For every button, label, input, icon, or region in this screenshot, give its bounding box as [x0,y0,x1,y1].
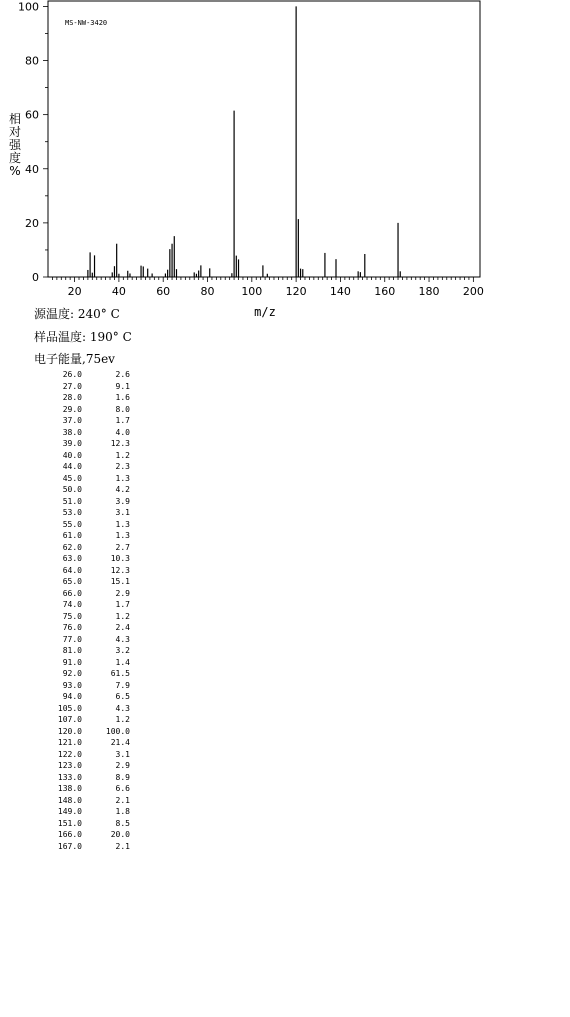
table-row [42,461,130,473]
table-row [42,507,130,519]
mz-value: 50.0 [62,485,82,494]
abundance-value: 1.2 [115,450,130,460]
mz-value: 45.0 [62,473,82,483]
table-row [42,645,130,657]
table-row [42,818,130,830]
source-temperature: 源温度: 240° C [34,307,120,321]
peak-table [42,369,130,852]
abundance-value: 10.3 [110,554,130,563]
table-row [42,634,130,646]
mz-value: 76.0 [62,623,82,632]
abundance-value: 2.1 [115,841,130,851]
mz-value: 64.0 [62,565,82,575]
abundance-value: 6.6 [115,784,130,793]
abundance-value: 2.1 [115,795,130,805]
table-row [42,783,130,795]
table-row [42,576,130,588]
chart-title: MS-NW-3420 [65,19,108,27]
table-row [42,542,130,554]
x-axis-label: m/z [254,305,276,319]
electron-energy: 电子能量,75ev [34,352,115,366]
abundance-value: 4.3 [115,703,130,713]
mz-value: 91.0 [62,657,82,667]
abundance-value: 1.6 [115,393,130,402]
abundance-value: 3.9 [115,496,130,506]
abundance-value: 1.7 [115,416,130,425]
x-tick-label: 80 [200,285,215,298]
table-row [42,772,130,784]
table-row [42,381,130,393]
table-row [42,450,130,462]
abundance-value: 15.1 [110,577,130,586]
sample-temperature: 样品温度: 190° C [34,330,132,344]
mz-value: 26.0 [62,370,82,379]
abundance-value: 1.3 [115,519,130,529]
mz-value: 120.0 [57,726,82,736]
abundance-value: 2.4 [115,623,130,632]
abundance-value: 12.3 [110,565,130,575]
table-row [42,530,130,542]
table-row [42,565,130,577]
abundance-value: 9.1 [115,381,130,391]
mz-value: 121.0 [57,738,82,747]
y-tick-label: 20 [25,216,39,230]
abundance-value: 8.9 [115,772,130,782]
abundance-value: 1.4 [115,657,130,667]
abundance-value: 1.2 [115,611,130,621]
mz-value: 51.0 [62,496,82,506]
mz-value: 81.0 [62,646,82,655]
mz-value: 151.0 [57,818,82,828]
y-tick-label: 40 [25,162,39,176]
table-row [42,795,130,807]
abundance-value: 3.1 [115,749,130,759]
abundance-value: 4.0 [115,427,130,437]
abundance-value: 1.3 [115,531,130,540]
mz-value: 39.0 [62,439,82,448]
mz-value: 38.0 [62,427,82,437]
x-tick-label: 200 [462,285,484,298]
table-row [42,622,130,634]
table-row [42,553,130,565]
abundance-value: 3.2 [115,646,130,655]
mz-value: 61.0 [62,531,82,540]
abundance-value: 4.3 [115,634,130,644]
table-row [42,680,130,692]
x-tick-label: 40 [111,285,126,298]
mz-value: 167.0 [57,841,82,851]
mz-value: 107.0 [57,715,82,724]
x-tick-label: 140 [329,285,351,298]
mz-value: 166.0 [57,830,82,839]
mz-value: 55.0 [62,519,82,529]
mz-value: 149.0 [57,807,82,816]
y-tick-label: 60 [25,108,39,122]
abundance-value: 21.4 [110,738,130,747]
x-tick-label: 100 [241,285,263,298]
table-row [42,369,130,381]
y-axis-label: 强 [8,138,22,152]
mz-value: 123.0 [57,761,82,770]
abundance-value: 1.2 [115,715,130,724]
y-tick-label: 0 [32,271,39,284]
table-row [42,668,130,680]
abundance-value: 1.7 [115,600,130,609]
abundance-value: 61.5 [110,669,130,678]
mz-value: 28.0 [62,393,82,402]
table-row [42,737,130,749]
mz-value: 105.0 [57,703,82,713]
y-axis-label: 相 [8,112,22,126]
mz-value: 40.0 [62,450,82,460]
abundance-value: 2.6 [115,370,130,379]
y-axis-label: 度 [8,151,22,165]
mz-value: 37.0 [62,416,82,425]
abundance-value: 8.5 [115,818,130,828]
abundance-value: 2.3 [115,462,130,471]
mz-value: 53.0 [62,508,82,517]
mz-value: 92.0 [62,669,82,678]
table-row [42,519,130,531]
table-row [42,438,130,450]
mz-value: 133.0 [57,772,82,782]
abundance-value: 6.5 [115,692,130,701]
table-row [42,726,130,738]
table-row [42,404,130,416]
table-row [42,714,130,726]
abundance-value: 8.0 [115,404,130,414]
table-row [42,415,130,427]
abundance-value: 2.9 [115,588,130,598]
abundance-value: 1.3 [115,473,130,483]
mz-value: 65.0 [62,577,82,586]
y-tick-label: 80 [25,54,39,68]
abundance-value: 2.9 [115,761,130,770]
abundance-value: 20.0 [110,830,130,839]
table-row [42,703,130,715]
table-row [42,473,130,485]
y-axis-label: 对 [8,125,22,139]
x-tick-label: 20 [67,285,82,298]
table-row [42,588,130,600]
y-axis-label: % [9,164,21,178]
mz-value: 66.0 [62,588,82,598]
mz-value: 122.0 [57,749,82,759]
abundance-value: 12.3 [110,439,130,448]
mz-value: 148.0 [57,795,82,805]
mz-value: 44.0 [62,462,82,471]
x-tick-label: 120 [285,285,307,298]
table-row [42,496,130,508]
table-row [42,806,130,818]
table-row [42,829,130,841]
abundance-value: 100.0 [105,726,130,736]
mz-value: 62.0 [62,542,82,552]
mz-value: 27.0 [62,381,82,391]
x-tick-label: 160 [374,285,396,298]
mz-value: 94.0 [62,692,82,701]
abundance-value: 3.1 [115,508,130,517]
table-row [42,599,130,611]
mz-value: 63.0 [62,554,82,563]
mz-value: 138.0 [57,784,82,793]
table-row [42,392,130,404]
x-tick-label: 60 [156,285,171,298]
table-row [42,841,130,853]
x-tick-label: 180 [418,285,440,298]
table-row [42,427,130,439]
mz-value: 93.0 [62,680,82,690]
mass-spectrum-chart [0,0,570,330]
table-row [42,691,130,703]
y-tick-label: 100 [18,0,39,14]
table-row [42,611,130,623]
table-row [42,484,130,496]
abundance-value: 1.8 [115,807,130,816]
mz-value: 77.0 [62,634,82,644]
abundance-value: 4.2 [115,485,130,494]
table-row [42,760,130,772]
table-row [42,749,130,761]
mz-value: 75.0 [62,611,82,621]
abundance-value: 2.7 [115,542,130,552]
abundance-value: 7.9 [115,680,130,690]
mz-value: 29.0 [62,404,82,414]
mz-value: 74.0 [62,600,82,609]
plot-frame [48,1,480,277]
table-row [42,657,130,669]
